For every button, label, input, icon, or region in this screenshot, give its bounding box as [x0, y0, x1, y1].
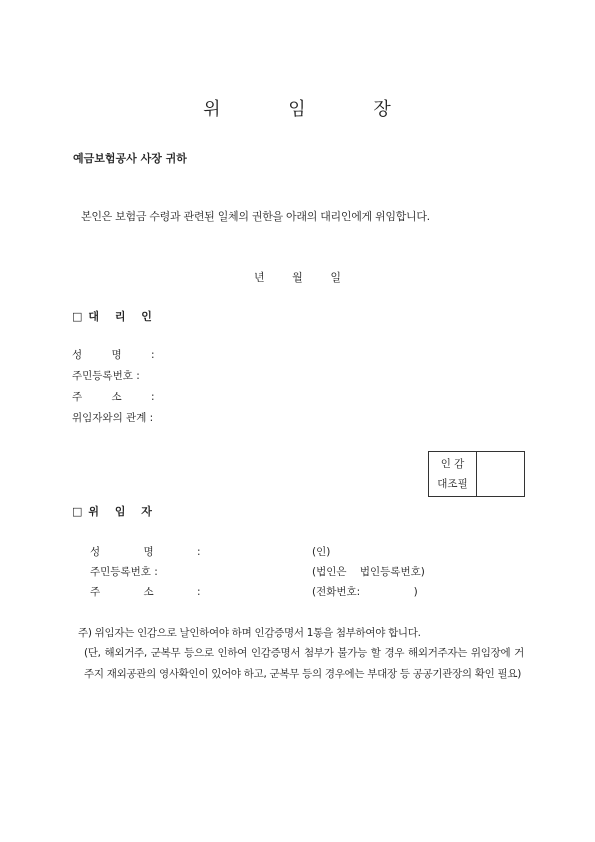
- seal-label-cell: [429, 452, 477, 497]
- delegator-phone-note: (전화번호: ): [312, 586, 418, 598]
- document-title: [0, 95, 595, 121]
- delegator-heading: □위 임 자: [72, 505, 158, 518]
- agent-address-label: 주 소 :: [72, 391, 155, 403]
- date-month: 월: [292, 271, 303, 284]
- seal-label-line2: 대조필: [437, 478, 468, 490]
- delegator-name-label: 성 명 :: [90, 546, 201, 558]
- date-day: 일: [330, 271, 341, 284]
- note-main: 주) 위임자는 인감으로 날인하여야 하며 인감증명서 1통을 첨부하여야 합니다.: [78, 627, 421, 639]
- agent-name-label: 성 명 :: [72, 349, 155, 361]
- date-year: 년: [254, 271, 265, 284]
- recipient-line: 예금보험공사 사장 귀하: [73, 152, 187, 165]
- agent-heading: □대 리 인: [72, 310, 158, 323]
- agent-id-label: 주민등록번호 :: [72, 370, 140, 382]
- delegator-address-label: 주 소 :: [90, 586, 201, 598]
- date-line: [0, 269, 595, 285]
- delegation-statement: 본인은 보험금 수령과 관련된 일체의 권한을 아래의 대리인에게 위임합니다.: [81, 210, 430, 223]
- delegator-corp-id-note: (법인은 법인등록번호): [312, 566, 425, 578]
- title-char-1: 위: [203, 99, 222, 120]
- seal-label-line1: 인 감: [440, 458, 465, 470]
- seal-stamp-cell: [477, 452, 525, 497]
- delegator-id-label: 주민등록번호 :: [90, 566, 158, 578]
- title-char-2: 임: [288, 99, 307, 120]
- seal-verification-box: [428, 451, 525, 497]
- title-char-3: 장: [373, 99, 392, 120]
- note-sub: (단, 해외거주, 군복무 등으로 인하여 인감증명서 첨부가 불가능 할 경우 해외거주자는 위임장에 거주지 재외공관의 영사확인이 있어야 하고, 군복무 등의 경우에는 부대장 등 공공기관장의 확인 필요): [84, 647, 524, 680]
- delegator-seal-mark: (인): [312, 546, 331, 558]
- agent-relation-label: 위임자와의 관계 :: [72, 412, 154, 424]
